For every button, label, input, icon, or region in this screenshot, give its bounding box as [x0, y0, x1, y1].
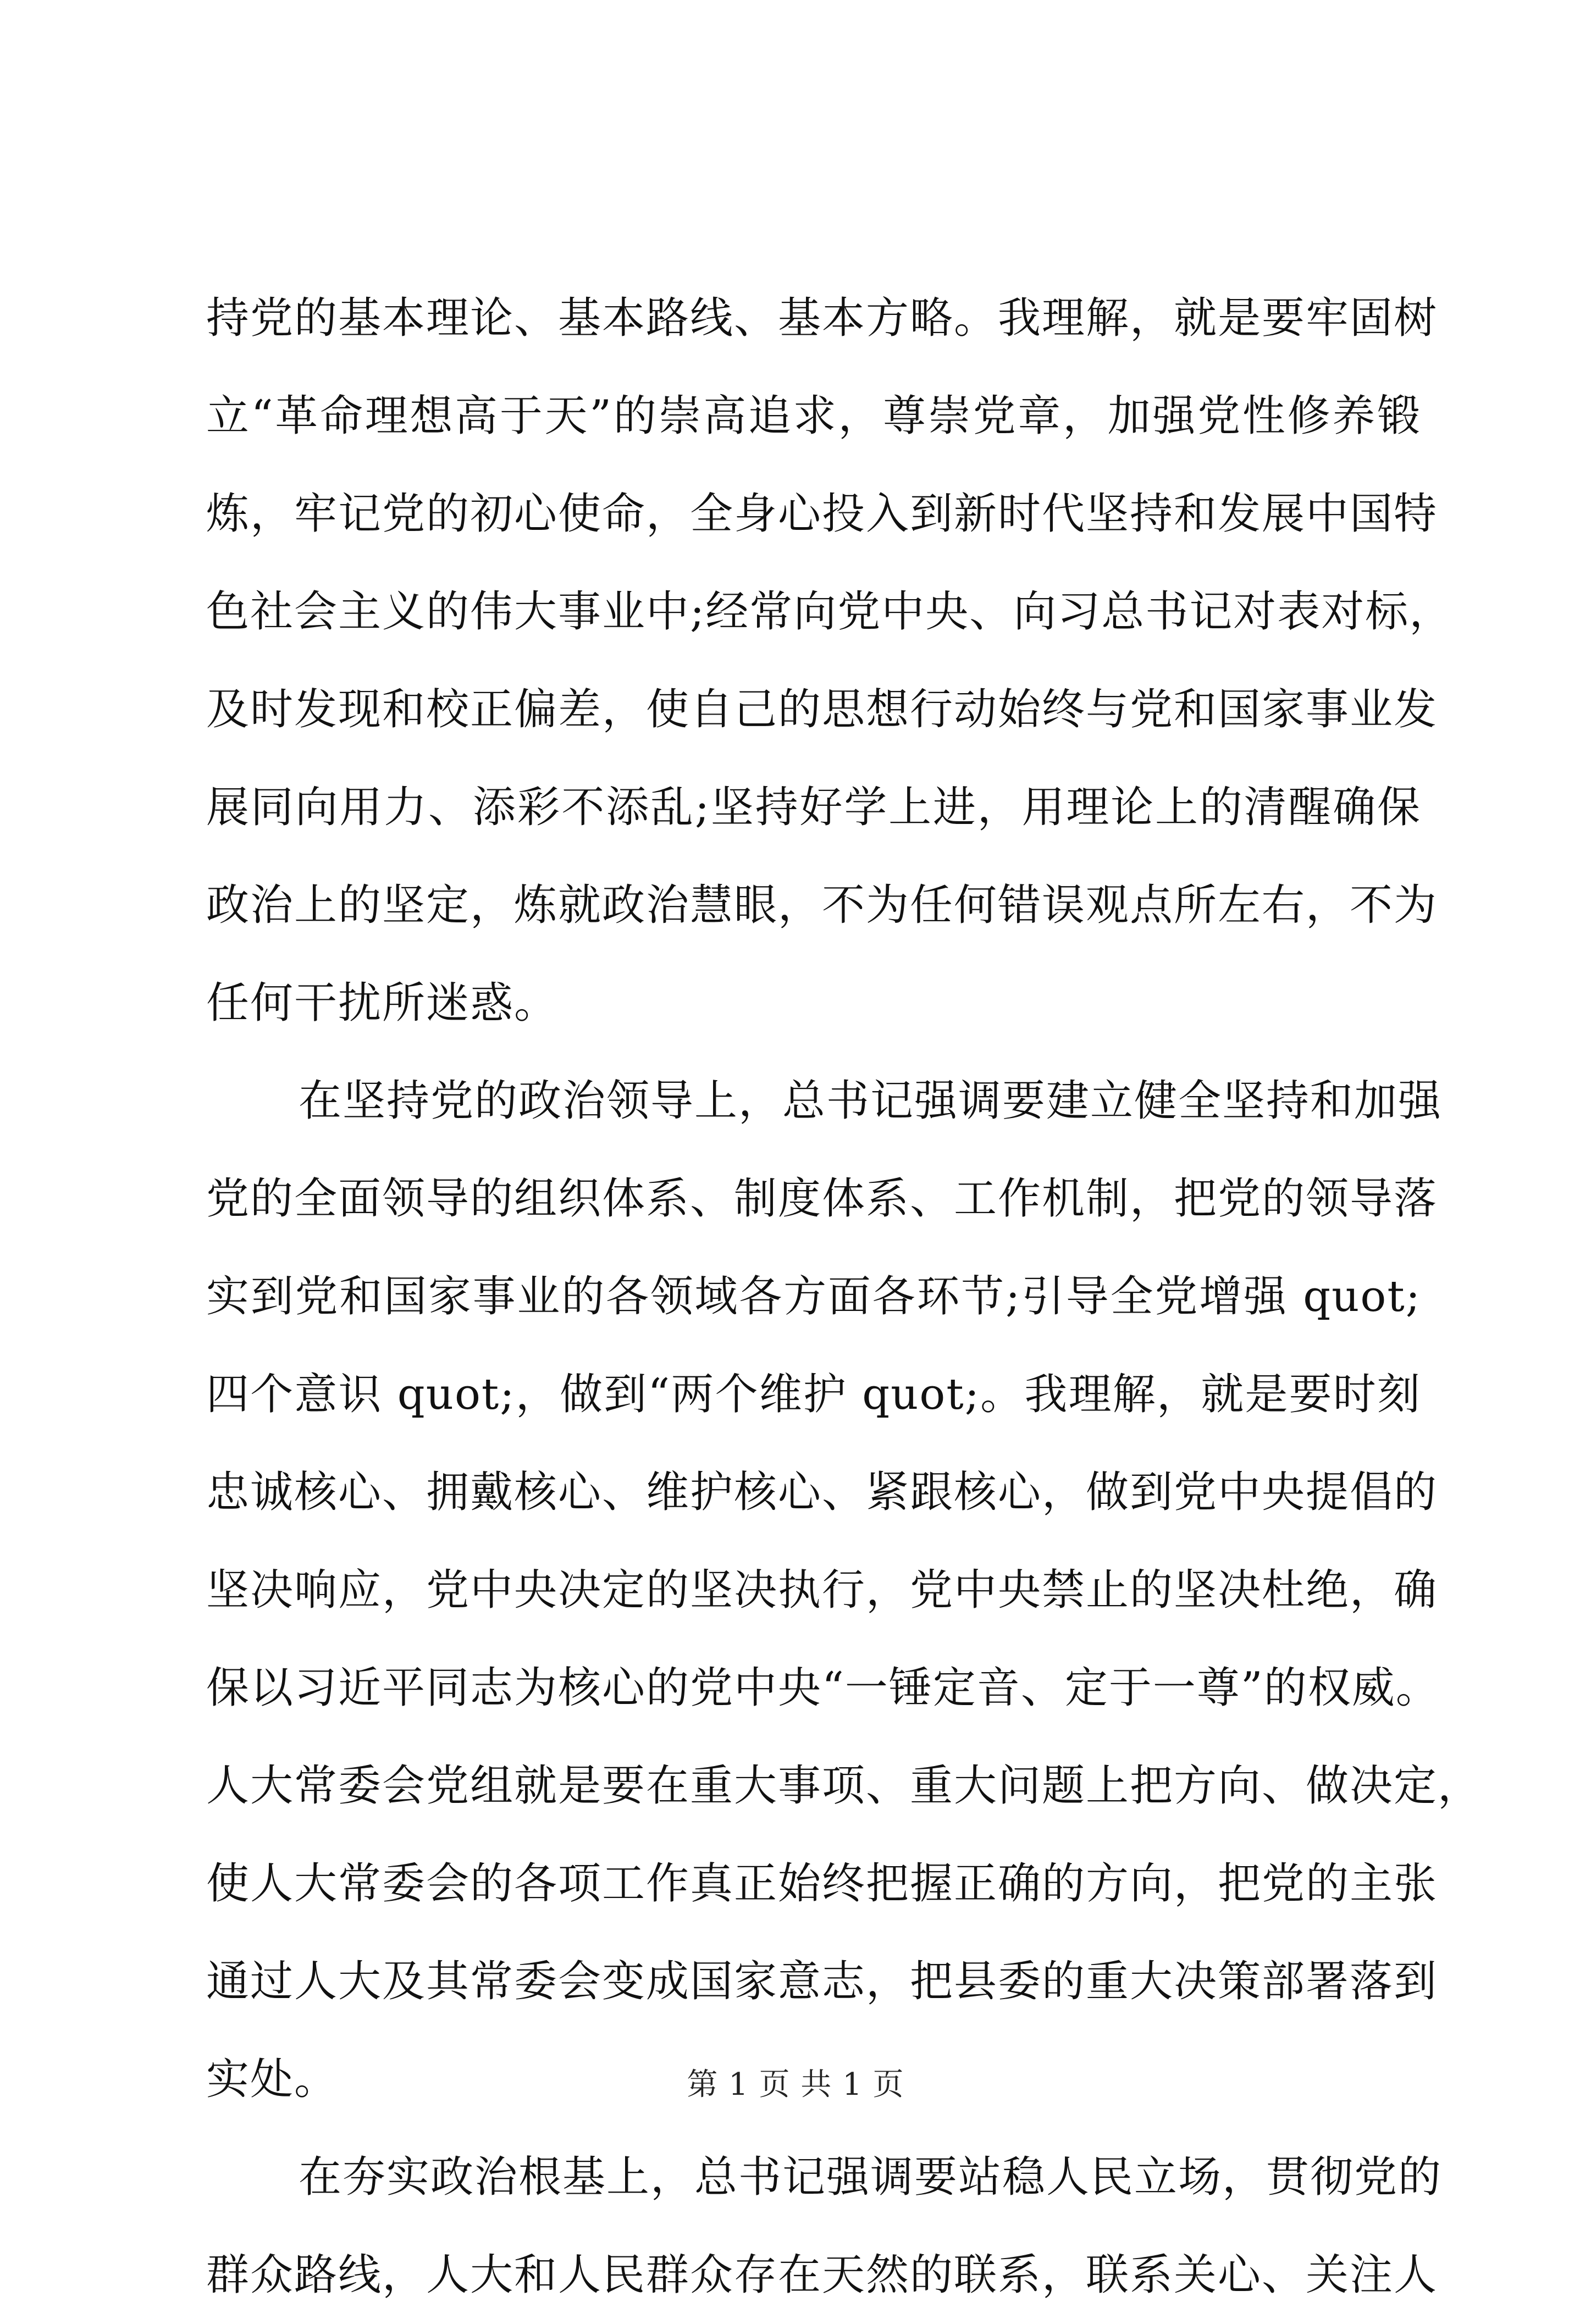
text-line: 炼，牢记党的初心使命，全身心投入到新时代坚持和发展中国特 [206, 489, 1438, 539]
text-line: 人大常委会党组就是要在重大事项、重大问题上把方向、做决定， [206, 1761, 1482, 1811]
text-line: 在夯实政治根基上，总书记强调要站稳人民立场，贯彻党的 [299, 2153, 1443, 2202]
text-line: 色社会主义的伟大事业中;经常向党中央、向习总书记对表对标， [206, 587, 1454, 637]
document-body [206, 269, 1482, 2324]
text-line: 任何干扰所迷惑。 [206, 978, 559, 1028]
text-line: 在坚持党的政治领导上，总书记强调要建立健全坚持和加强 [299, 1076, 1443, 1126]
text-line: 四个意识 quot;，做到“两个维护 quot;。我理解，就是要时刻 [206, 1370, 1421, 1419]
text-line: 持党的基本理论、基本路线、基本方略。我理解，就是要牢固树 [206, 294, 1438, 343]
paragraph-1 [206, 269, 1454, 1052]
text-line: 及时发现和校正偏差，使自己的思想行动始终与党和国家事业发 [206, 685, 1438, 734]
paragraph-3 [206, 2128, 1443, 2324]
text-line: 群众路线，人大和人民群众存在天然的联系，联系关心、关注人 [206, 2250, 1438, 2300]
text-line: 政治上的坚定，炼就政治慧眼，不为任何错误观点所左右，不为 [206, 881, 1438, 930]
text-line: 坚决响应，党中央决定的坚决执行，党中央禁止的坚决杜绝，确 [206, 1565, 1438, 1615]
text-line: 保以习近平同志为核心的党中央“一锤定音、定于一尊”的权威。 [206, 1663, 1440, 1713]
text-line: 使人大常委会的各项工作真正始终把握正确的方向，把党的主张 [206, 1859, 1438, 1908]
text-line: 忠诚核心、拥戴核心、维护核心、紧跟核心，做到党中央提倡的 [206, 1468, 1438, 1517]
text-line: 党的全面领导的组织体系、制度体系、工作机制，把党的领导落 [206, 1174, 1438, 1224]
text-line: 实处。 [206, 2055, 339, 2104]
text-line: 实到党和国家事业的各领域各方面各环节;引导全党增强 quot; [206, 1272, 1421, 1321]
paragraph-2 [206, 1052, 1482, 2128]
text-line: 展同向用力、添彩不添乱;坚持好学上进，用理论上的清醒确保 [206, 783, 1421, 832]
page-number-footer: 第 1 页 共 1 页 [687, 2067, 904, 2102]
text-line: 通过人大及其常委会变成国家意志，把县委的重大决策部署落到 [206, 1957, 1438, 2006]
text-line: 立“革命理想高于天”的崇高追求，尊崇党章，加强党性修养锻 [206, 391, 1421, 441]
